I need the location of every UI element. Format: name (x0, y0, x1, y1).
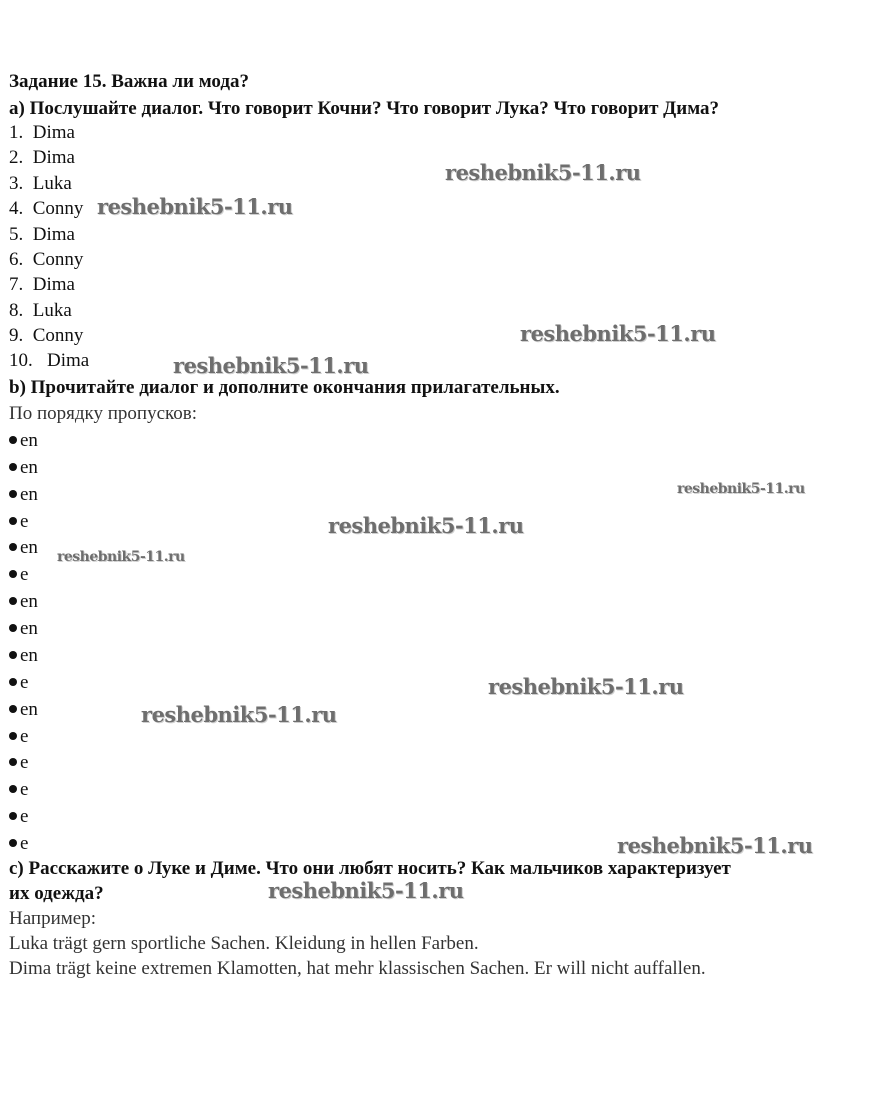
bullet-icon (9, 570, 17, 578)
bullet-icon (9, 705, 17, 713)
watermark: reshebnik5-11.ru (445, 160, 641, 185)
ending-item: en (9, 698, 38, 722)
answer-item: 4. Conny (9, 198, 84, 219)
answer-item: 2. Dima (9, 147, 75, 168)
ending-item: en (9, 644, 38, 668)
bullet-icon (9, 758, 17, 766)
answer-item: 1. Dima (9, 122, 75, 143)
watermark: reshebnik5-11.ru (677, 481, 805, 497)
answer-item: 9. Conny (9, 325, 84, 346)
bullet-icon (9, 651, 17, 659)
bullet-icon (9, 812, 17, 820)
section-a-heading: a) Послушайте диалог. Что говорит Кочни? Что говорит Лука? Что говорит Дима? (9, 98, 720, 119)
answer-item: 8. Luka (9, 300, 72, 321)
bullet-icon (9, 517, 17, 525)
bullet-icon (9, 678, 17, 686)
ending-item: en (9, 483, 38, 507)
answer-item: 10. Dima (9, 350, 90, 371)
ending-item: en (9, 456, 38, 480)
ending-item: e (9, 832, 28, 856)
example-label: Например: (9, 908, 96, 929)
ending-item: e (9, 778, 28, 802)
bullet-icon (9, 490, 17, 498)
bullet-icon (9, 839, 17, 847)
bullet-icon (9, 543, 17, 551)
task-title: Задание 15. Важна ли мода? (9, 71, 249, 92)
watermark: reshebnik5-11.ru (268, 878, 464, 903)
bullet-icon (9, 785, 17, 793)
bullet-icon (9, 597, 17, 605)
watermark: reshebnik5-11.ru (57, 549, 185, 565)
ending-item: e (9, 805, 28, 829)
section-b-heading: b) Прочитайте диалог и дополните окончания прилагательных. (9, 377, 560, 398)
ending-item: en (9, 617, 38, 641)
ending-item: e (9, 671, 28, 695)
ending-item: en (9, 590, 38, 614)
section-b-intro: По порядку пропусков: (9, 403, 198, 424)
example-sentence-luka: Luka trägt gern sportliche Sachen. Kleidung in hellen Farben. (9, 933, 479, 954)
watermark: reshebnik5-11.ru (488, 674, 684, 699)
answer-item: 6. Conny (9, 249, 84, 270)
example-sentence-dima: Dima trägt keine extremen Klamotten, hat mehr klassischen Sachen. Er will nicht auffallen. (9, 958, 706, 979)
ending-item: e (9, 751, 28, 775)
ending-item: e (9, 563, 28, 587)
ending-item: en (9, 429, 38, 453)
answer-item: 3. Luka (9, 173, 72, 194)
bullet-icon (9, 732, 17, 740)
watermark: reshebnik5-11.ru (520, 321, 716, 346)
bullet-icon (9, 624, 17, 632)
watermark: reshebnik5-11.ru (141, 702, 337, 727)
ending-item: e (9, 510, 28, 534)
watermark: reshebnik5-11.ru (173, 353, 369, 378)
watermark: reshebnik5-11.ru (97, 194, 293, 219)
bullet-icon (9, 463, 17, 471)
answer-item: 5. Dima (9, 224, 75, 245)
section-c-heading-line1: c) Расскажите о Луке и Диме. Что они любят носить? Как мальчиков характеризует (9, 858, 731, 879)
bullet-icon (9, 436, 17, 444)
watermark: reshebnik5-11.ru (617, 833, 813, 858)
watermark: reshebnik5-11.ru (328, 513, 524, 538)
ending-item: en (9, 536, 38, 560)
section-c-heading-line2: их одежда? (9, 883, 104, 904)
ending-item: e (9, 725, 28, 749)
answer-item: 7. Dima (9, 274, 75, 295)
